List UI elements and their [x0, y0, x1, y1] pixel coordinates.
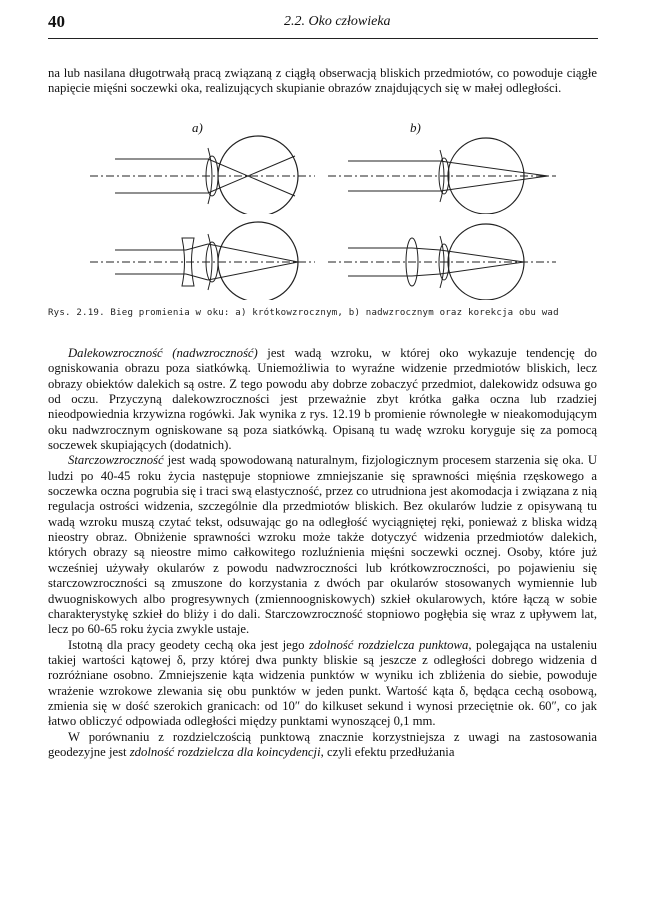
page-number: 40 [48, 12, 65, 31]
paragraph-text: jest wadą spowodowaną naturalnym, fizjologicznym procesem starzenia się oka. U ludzi po 40-45 roku życia następuje stopniowe zmniejszanie się sprawności mięśnia rzęskowego a soczewka oczna pogrubia się i traci swą elastyczność, przez co utrudniona jest akomodacja i związana z nią regulacja ostrości widzenia, szczególnie dla przedmiotów bliskich. Bez okularów ludzie z opisywaną tu wadą wzroku muszą czytać tekst, odsuwając go na odległość wyciągniętej ręki, ponieważ z bliska widzą nieostry obraz. Obniżenie sprawności wzroku może także dotyczyć widzenia przedmiotów dalekich, których obrazy są nieostre mimo całkowitego rozluźnienia mięśni soczewki ocznej. Osoby, które już wcześniej używały okularów z powodu nadwzroczności lub krótkowzroczności, po pojawieniu się starczowzroczności są zmuszone do korzystania z dwóch par okularów stosowanych wymiennie lub dwuogniskowych albo progresywnych (zmiennoogniskowych) szkieł okularowych, które łączą w sobie charakterystykę szkieł do bliży i do dali. Starczowzroczność stopniowo pogłębia się wraz z upływem lat, lecz po 60-65 roku życia zwykle ustaje. [48, 453, 597, 637]
paragraph-coincidence-resolution [48, 730, 597, 761]
body-text [48, 346, 597, 760]
myopic-eye-corrected-diagram [90, 220, 320, 300]
paragraph-text: jest wadą wzroku, w której oko wykazuje tendencję do ogniskowania obrazu poza siatkówką. Uniemożliwia to wyraźne widzenie przedmiotów bliskich, lecz obrazy obiektów dalekich są ostre. Z tego powodu aby dobrze zobaczyć przedmiot, dalekowidz odsuwa go od oczu. Przyczyną dalekowzroczności jest przeważnie zbyt krótka gałka oczna lub rzadziej nieodpowiednia krzywizna rogówki. Jak wynika z rys. 12.19 b promienie równoległe w nieakomodującym oku nadwzrocznym ogniskowane są poza siatkówką. Opisaną tu wadę wzroku koryguje się za pomocą soczewek skupiających (dodatnich). [48, 346, 597, 453]
paragraph-lead: Istotną dla pracy geodety cechą oka jest jego [68, 637, 309, 652]
paragraph-presbyopia [48, 453, 597, 637]
hyperopic-eye-corrected-diagram [328, 220, 560, 300]
figure-label-b: b) [410, 120, 421, 135]
page-header [48, 12, 598, 39]
figure-2-19 [90, 118, 560, 314]
intro-paragraph: na lub nasilana długotrwałą pracą związaną z ciągłą obserwacją bliskich przedmiotów, co powoduje ciągłe napięcie mięśni soczewki oka, realizujących skupianie obrazów znajdujących się w małej odległości. [48, 66, 597, 96]
running-title: 2.2. Oko człowieka [284, 14, 391, 29]
figure-label-a: a) [192, 120, 203, 135]
paragraph-point-resolution [48, 638, 597, 730]
term-hyperopia: Dalekowzroczność (nadwzroczność) [68, 346, 258, 360]
figure-caption: Rys. 2.19. Bieg promienia w oku: a) krótkowzrocznym, b) nadwzrocznym oraz korekcja obu wad [48, 308, 559, 318]
term-coincidence-resolution: zdolność rozdzielcza dla koincydencji [129, 744, 321, 759]
hyperopic-eye-diagram [328, 134, 560, 214]
paragraph-hyperopia [48, 346, 597, 453]
term-point-resolution: zdolność rozdzielcza punktowa [308, 637, 469, 652]
myopic-eye-diagram [90, 134, 320, 214]
term-presbyopia: Starczowzroczność [68, 453, 164, 468]
paragraph-lead: W porównaniu z rozdzielczością punktową znacznie korzystniejsza z uwagi na zastosowania geodezyjne jest [48, 729, 597, 759]
paragraph-text: , czyli efektu przedłużania [320, 744, 455, 759]
paragraph-text: , polegająca na ustaleniu takiej wartości kątowej δ, przy której dwa punkty bliskie są jeszcze z odległości dobrego widzenia d rozróżniane osobno. Zmniejszenie kąta widzenia punktów w wyniku ich zbliżenia do siebie, powoduje wrażenie wzrokowe zlewania się obu punktów w jeden punkt. Wartość kąta δ, będąca cechą osobową, zmienia się w dość szerokich granicach: od 10″ do kilkuset sekund i wynosi przeciętnie ok. 60″, co jak łatwo obliczyć odpowiada odległości między punktami wynoszącej 0,1 mm. [48, 637, 597, 729]
